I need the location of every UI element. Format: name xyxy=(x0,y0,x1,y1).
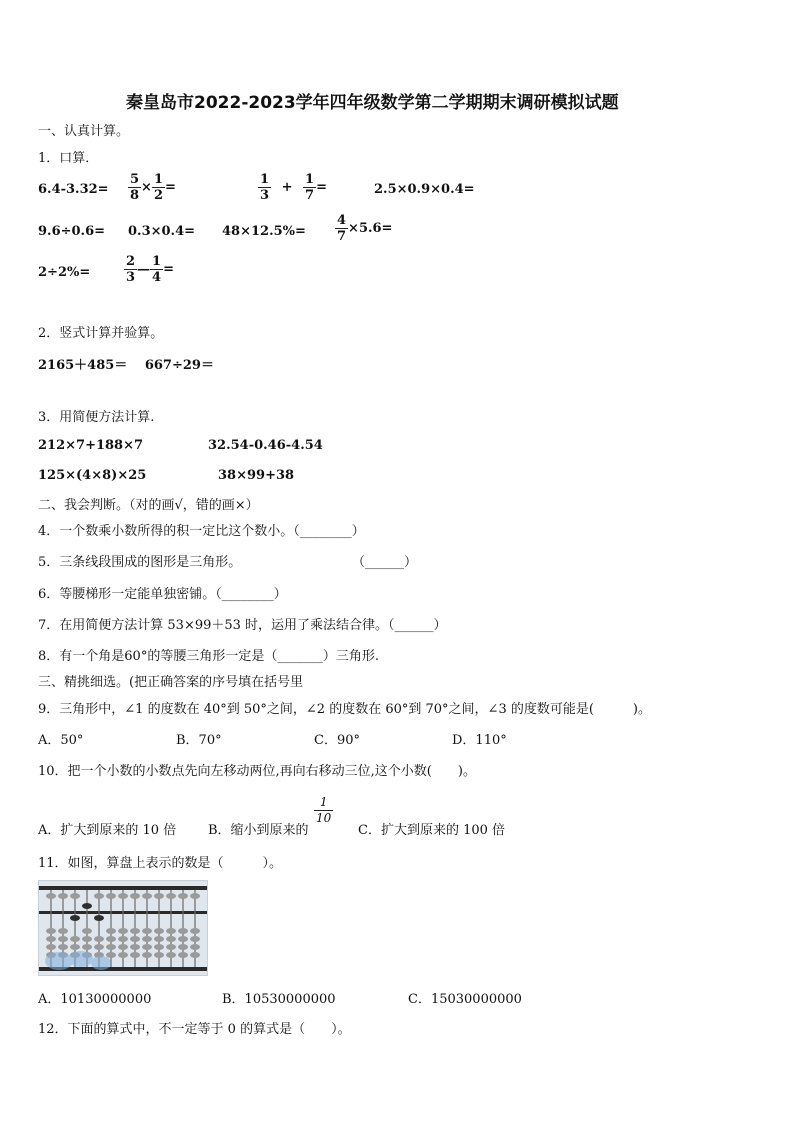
question-3: 3．用简便方法计算. xyxy=(38,410,155,425)
calc-item-fraction: $\frac{5}{8}$ × $\frac{1}{2}$ = xyxy=(130,172,176,203)
option-b: B．缩小到原来的 xyxy=(208,823,309,838)
option-a: A．扩大到原来的 10 倍 xyxy=(38,823,177,838)
calc-item: 2÷2%= xyxy=(38,265,91,280)
option-c: C．90° xyxy=(314,733,360,748)
calc-item-fraction: $\frac{4}{7}$ ×5.6= xyxy=(337,213,393,244)
option-b: B．70° xyxy=(176,733,222,748)
question-12: 12．下面的算式中，不一定等于 0 的算式是（ ）。 xyxy=(38,1022,351,1037)
calc-item-fraction: $\frac{1}{3}$ + $\frac{1}{7}$ = xyxy=(260,172,327,203)
question-6: 6．等腰梯形一定能单独密铺。（________） xyxy=(38,587,287,602)
calc-item: 2.5×0.9×0.4= xyxy=(374,182,475,197)
question-11: 11．如图，算盘上表示的数是（ ）。 xyxy=(38,856,283,871)
section-3-heading: 三、精挑细选。(把正确答案的序号填在括号里 xyxy=(38,675,304,690)
abacus-drawing xyxy=(39,881,207,975)
option-d: D．110° xyxy=(452,733,507,748)
question-10: 10．把一个小数的小数点先向左移动两位,再向右移动三位,这个小数( )。 xyxy=(38,764,476,779)
calc-item: 32.54-0.46-4.54 xyxy=(208,438,323,453)
section-2-heading: 二、我会判断。（对的画√，错的画×） xyxy=(38,498,259,513)
fraction-one-tenth: $\frac{1}{10}$ xyxy=(316,795,332,825)
question-1: 1．口算． xyxy=(38,151,99,166)
abacus-image xyxy=(38,880,208,976)
calc-item: 212×7+188×7 xyxy=(38,438,144,453)
question-5: 5．三条线段围成的图形是三角形。 xyxy=(38,555,242,570)
section-1-heading: 一、认真计算。 xyxy=(38,124,130,139)
calc-item: 48×12.5%= xyxy=(222,224,306,239)
option-a: A．10130000000 xyxy=(38,992,152,1007)
option-c: C．扩大到原来的 100 倍 xyxy=(358,823,506,838)
question-8: 8．有一个角是60°的等腰三角形一定是（_______）三角形. xyxy=(38,649,379,664)
option-a: A．50° xyxy=(38,733,84,748)
question-2-items: 2165＋485＝ 667÷29＝ xyxy=(38,358,214,373)
page-title: 秦皇岛市2022-2023学年四年级数学第二学期期末调研模拟试题 xyxy=(126,93,619,113)
option-b: B．10530000000 xyxy=(222,992,336,1007)
calc-item: 6.4-3.32= xyxy=(38,182,109,197)
question-5-blank: （______） xyxy=(352,555,418,570)
calc-item: 0.3×0.4= xyxy=(128,224,196,239)
calc-item: 125×(4×8)×25 xyxy=(38,468,147,483)
question-9: 9．三角形中，∠1 的度数在 40°到 50°之间，∠2 的度数在 60°到 70°之间，∠3 的度数可能是( )。 xyxy=(38,702,652,717)
question-4: 4．一个数乘小数所得的积一定比这个数小。（________） xyxy=(38,524,365,539)
question-2: 2．竖式计算并验算。 xyxy=(38,326,164,341)
calc-item-fraction: $\frac{2}{3}$ — $\frac{1}{4}$ = xyxy=(126,254,174,285)
option-c: C．15030000000 xyxy=(408,992,522,1007)
question-7: 7．在用简便方法计算 53×99＋53 时，运用了乘法结合律。（______） xyxy=(38,618,447,633)
calc-item: 38×99+38 xyxy=(218,468,295,483)
calc-item: 9.6÷0.6= xyxy=(38,224,106,239)
